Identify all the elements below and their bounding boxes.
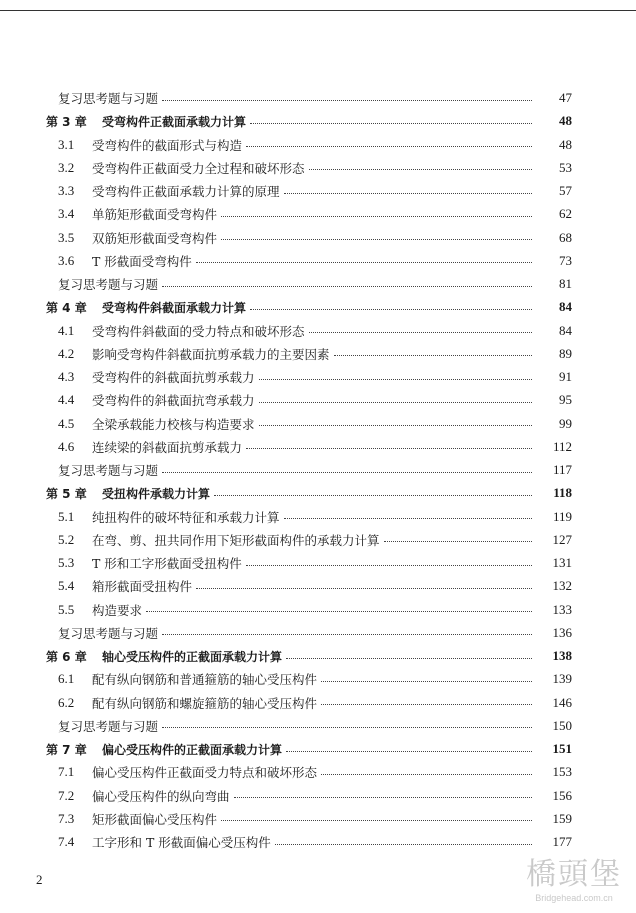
dot-leader	[162, 472, 532, 473]
toc-section-entry	[0, 576, 636, 596]
toc-section-entry	[0, 693, 636, 713]
dot-leader	[334, 355, 532, 356]
toc-entry-title: 矩形截面偏心受压构件	[92, 811, 218, 827]
toc-entry-page: 48	[559, 113, 572, 129]
toc-entry-title: 工字形和 T 形截面偏心受压构件	[92, 835, 271, 850]
toc-entry-page: 133	[552, 601, 572, 617]
toc-entry-lead	[0, 508, 536, 526]
toc-entry-number: 第 3 章	[46, 114, 87, 129]
toc-section-entry	[0, 553, 636, 573]
dot-leader	[246, 146, 532, 147]
toc-entry-title: 在弯、剪、扭共同作用下矩形截面构件的承载力计算	[92, 532, 380, 548]
toc-entry-number: 3.2	[58, 159, 75, 175]
toc-entry-page: 159	[552, 810, 572, 826]
toc-entry-number: 第 6 章	[46, 649, 87, 664]
dot-leader	[196, 262, 532, 263]
toc-entry-page: 127	[552, 531, 572, 547]
toc-entry-number: 4.3	[58, 369, 75, 384]
toc-entry-lead	[0, 438, 536, 456]
toc-section-entry	[0, 367, 636, 387]
toc-review-entry	[0, 274, 636, 294]
toc-entry-page: 84	[559, 299, 572, 315]
toc-chapter-entry	[0, 111, 636, 131]
toc-chapter-entry	[0, 739, 636, 759]
dot-leader	[162, 100, 532, 101]
toc-entry-number: 5.5	[58, 601, 75, 617]
toc-entry-page: 150	[552, 717, 572, 733]
dot-leader	[259, 402, 532, 403]
toc-entry-page: 99	[559, 415, 572, 431]
toc-entry-page: 47	[559, 90, 572, 105]
toc-entry-page: 136	[552, 624, 572, 640]
toc-entry-page: 153	[552, 764, 572, 780]
toc-entry-page: 138	[552, 648, 572, 663]
toc-entry-page: 91	[559, 369, 572, 384]
toc-entry-page: 68	[559, 229, 572, 245]
toc-entry-lead	[0, 182, 536, 200]
toc-entry-lead	[0, 601, 536, 619]
toc-entry-lead	[0, 391, 536, 409]
toc-entry-title: T 形和工字形截面受扭构件	[92, 556, 242, 571]
toc-entry-lead	[0, 741, 536, 758]
toc-section-entry	[0, 344, 636, 364]
toc-entry-lead	[0, 717, 536, 735]
watermark-text: 橋頭堡	[526, 857, 622, 892]
toc-chapter-entry	[0, 483, 636, 503]
dot-leader	[384, 541, 532, 542]
dot-leader	[162, 286, 532, 287]
toc-entry-lead	[0, 345, 536, 363]
toc-entry-number: 5.3	[58, 555, 75, 570]
dot-leader	[250, 123, 532, 124]
toc-entry-lead	[0, 833, 536, 851]
toc-entry-number: 4.4	[58, 392, 75, 408]
toc-entry-title: T 形截面受弯构件	[92, 253, 192, 269]
toc-entry-number: 3.5	[58, 229, 75, 245]
toc-entry-title: 受弯构件的斜截面抗弯承载力	[92, 393, 255, 409]
toc-entry-lead	[0, 485, 536, 502]
dot-leader	[321, 704, 532, 705]
toc-entry-title: 偏心受压构件正截面受力特点和破坏形态	[92, 765, 318, 781]
dot-leader	[286, 658, 532, 659]
toc-chapter-entry	[0, 297, 636, 317]
toc-entry-number: 6.1	[58, 671, 75, 687]
toc-entry-number: 5.1	[58, 508, 75, 524]
toc-section-entry	[0, 507, 636, 527]
toc-entry-page: 156	[552, 787, 572, 803]
toc-entry-page: 62	[559, 206, 572, 222]
toc-entry-page: 73	[559, 252, 572, 268]
page-number: 2	[36, 872, 43, 887]
toc-entry-title: 受弯构件的截面形式与构造	[92, 137, 243, 153]
toc-entry-number: 3.6	[58, 252, 75, 268]
toc-entry-title: 受弯构件正截面承载力计算的原理	[92, 184, 280, 199]
toc-chapter-entry	[0, 646, 636, 666]
toc-entry-title: 复习思考题与习题	[58, 91, 159, 106]
dot-leader	[259, 379, 532, 380]
toc-entry-number: 第 4 章	[46, 300, 87, 315]
toc-entry-number: 3.4	[58, 206, 75, 222]
toc-entry-page: 112	[552, 438, 572, 454]
toc-entry-page: 95	[559, 392, 572, 408]
toc-entry-lead	[0, 694, 536, 712]
toc-section-entry	[0, 414, 636, 434]
header-rule	[0, 10, 636, 11]
dot-leader	[221, 239, 532, 240]
toc-entry-number: 7.2	[58, 787, 75, 803]
toc-entry-lead	[0, 89, 536, 107]
toc-entry-lead	[0, 531, 536, 549]
watermark-logo	[516, 858, 632, 904]
toc-entry-title: 受弯构件正截面受力全过程和破坏形态	[92, 160, 305, 176]
dot-leader	[162, 727, 532, 728]
toc-entry-title: 配有纵向钢筋和普通箍筋的轴心受压构件	[92, 672, 318, 688]
toc-entry-title: 构造要求	[92, 602, 143, 618]
toc-section-entry	[0, 786, 636, 806]
toc-entry-lead	[0, 275, 536, 293]
toc-entry-title: 受弯构件斜截面的受力特点和破坏形态	[92, 323, 305, 339]
toc-section-entry	[0, 228, 636, 248]
toc-entry-title: 偏心受压构件的正截面承载力计算	[102, 742, 283, 757]
toc-entry-page: 117	[552, 462, 572, 477]
toc-entry-lead	[0, 136, 536, 154]
toc-entry-page: 177	[552, 834, 572, 849]
toc-section-entry	[0, 321, 636, 341]
toc-section-entry	[0, 669, 636, 689]
toc-entry-page: 119	[552, 508, 572, 524]
toc-entry-number: 7.1	[58, 764, 75, 780]
toc-entry-title: 纯扭构件的破坏特征和承载力计算	[92, 509, 280, 525]
dot-leader	[286, 751, 532, 752]
toc-entry-lead	[0, 648, 536, 665]
dot-leader	[221, 820, 532, 821]
toc-entry-page: 132	[552, 578, 572, 594]
dot-leader	[309, 169, 532, 170]
toc-section-entry	[0, 437, 636, 457]
toc-entry-lead	[0, 461, 536, 479]
dot-leader	[284, 193, 532, 194]
toc-entry-title: 连续梁的斜截面抗剪承载力	[92, 439, 243, 455]
toc-entry-number: 5.2	[58, 531, 75, 547]
toc-entry-title: 单筋矩形截面受弯构件	[92, 207, 218, 223]
dot-leader	[321, 681, 532, 682]
toc-entry-page: 118	[553, 485, 572, 501]
toc-entry-title: 配有纵向钢筋和螺旋箍筋的轴心受压构件	[92, 695, 318, 711]
toc-entry-lead	[0, 577, 536, 595]
toc-section-entry	[0, 600, 636, 620]
dot-leader	[284, 518, 532, 519]
toc-entry-lead	[0, 322, 536, 340]
toc-entry-title: 受弯构件斜截面承载力计算	[102, 300, 247, 315]
toc-review-entry	[0, 88, 636, 108]
toc-entry-title: 受扭构件承载力计算	[102, 486, 211, 501]
toc-entry-lead	[0, 368, 536, 386]
toc-entry-lead	[0, 670, 536, 688]
toc-entry-page: 53	[559, 159, 572, 175]
toc-entry-title: 复习思考题与习题	[58, 463, 159, 478]
toc-entry-page: 57	[559, 183, 572, 198]
toc-entry-page: 48	[559, 136, 572, 152]
dot-leader	[309, 332, 532, 333]
dot-leader	[146, 611, 532, 612]
toc-entry-title: 复习思考题与习题	[58, 625, 159, 641]
toc-entry-page: 89	[559, 345, 572, 361]
toc-section-entry	[0, 530, 636, 550]
toc-entry-lead	[0, 763, 536, 781]
toc-entry-lead	[0, 229, 536, 247]
toc-entry-page: 131	[552, 555, 572, 570]
toc-entry-title: 箱形截面受扭构件	[92, 579, 193, 595]
toc-entry-number: 7.3	[58, 810, 75, 826]
dot-leader	[221, 216, 532, 217]
toc-entry-lead	[0, 299, 536, 316]
toc-entry-title: 轴心受压构件的正截面承载力计算	[102, 649, 283, 664]
toc-entry-number: 5.4	[58, 578, 75, 594]
toc-section-entry	[0, 181, 636, 201]
toc-entry-lead	[0, 252, 536, 270]
toc-entry-number: 3.3	[58, 183, 75, 198]
toc-entry-lead	[0, 205, 536, 223]
toc-entry-number: 3.1	[58, 136, 75, 152]
toc-entry-page: 139	[552, 671, 572, 687]
toc-section-entry	[0, 390, 636, 410]
toc-entry-title: 受弯构件正截面承载力计算	[102, 114, 247, 129]
toc-entry-lead	[0, 624, 536, 642]
toc-entry-title: 偏心受压构件的纵向弯曲	[92, 788, 230, 804]
toc-review-entry	[0, 623, 636, 643]
toc-entry-title: 受弯构件的斜截面抗剪承载力	[92, 370, 255, 385]
toc-section-entry	[0, 762, 636, 782]
toc-section-entry	[0, 251, 636, 271]
dot-leader	[196, 588, 532, 589]
toc-section-entry	[0, 832, 636, 852]
watermark-url: Bridgehead.com.cn	[535, 893, 613, 903]
toc-entry-number: 4.5	[58, 415, 75, 431]
toc-review-entry	[0, 460, 636, 480]
toc-section-entry	[0, 204, 636, 224]
toc-section-entry	[0, 158, 636, 178]
toc-entry-page: 146	[552, 694, 572, 710]
toc-entry-page: 151	[552, 741, 572, 756]
dot-leader	[162, 634, 532, 635]
toc-entry-title: 全梁承载能力校核与构造要求	[92, 416, 255, 432]
dot-leader	[250, 309, 532, 310]
toc-entry-lead	[0, 113, 536, 130]
dot-leader	[259, 425, 532, 426]
toc-entry-title: 双筋矩形截面受弯构件	[92, 230, 218, 246]
toc-entry-lead	[0, 159, 536, 177]
toc-entry-number: 4.6	[58, 438, 75, 454]
toc-entry-number: 第 7 章	[46, 742, 87, 757]
toc-review-entry	[0, 716, 636, 736]
toc-entry-title: 复习思考题与习题	[58, 277, 159, 292]
toc-section-entry	[0, 135, 636, 155]
toc-entry-title: 影响受弯构件斜截面抗剪承载力的主要因素	[92, 346, 330, 362]
toc-entry-lead	[0, 554, 536, 572]
dot-leader	[246, 448, 532, 449]
toc-entry-number: 6.2	[58, 694, 75, 710]
toc-entry-lead	[0, 787, 536, 805]
dot-leader	[246, 565, 532, 566]
dot-leader	[275, 844, 532, 845]
toc-entry-number: 4.2	[58, 345, 75, 361]
dot-leader	[321, 774, 532, 775]
toc-section-entry	[0, 809, 636, 829]
toc-entry-lead	[0, 415, 536, 433]
dot-leader	[214, 495, 532, 496]
toc-entry-lead	[0, 810, 536, 828]
toc-entry-title: 复习思考题与习题	[58, 718, 159, 734]
toc-entry-number: 7.4	[58, 834, 75, 849]
toc-entry-page: 84	[559, 322, 572, 338]
toc-entry-number: 4.1	[58, 322, 75, 338]
toc-entry-page: 81	[559, 276, 572, 291]
dot-leader	[234, 797, 532, 798]
toc-entry-number: 第 5 章	[46, 486, 87, 501]
